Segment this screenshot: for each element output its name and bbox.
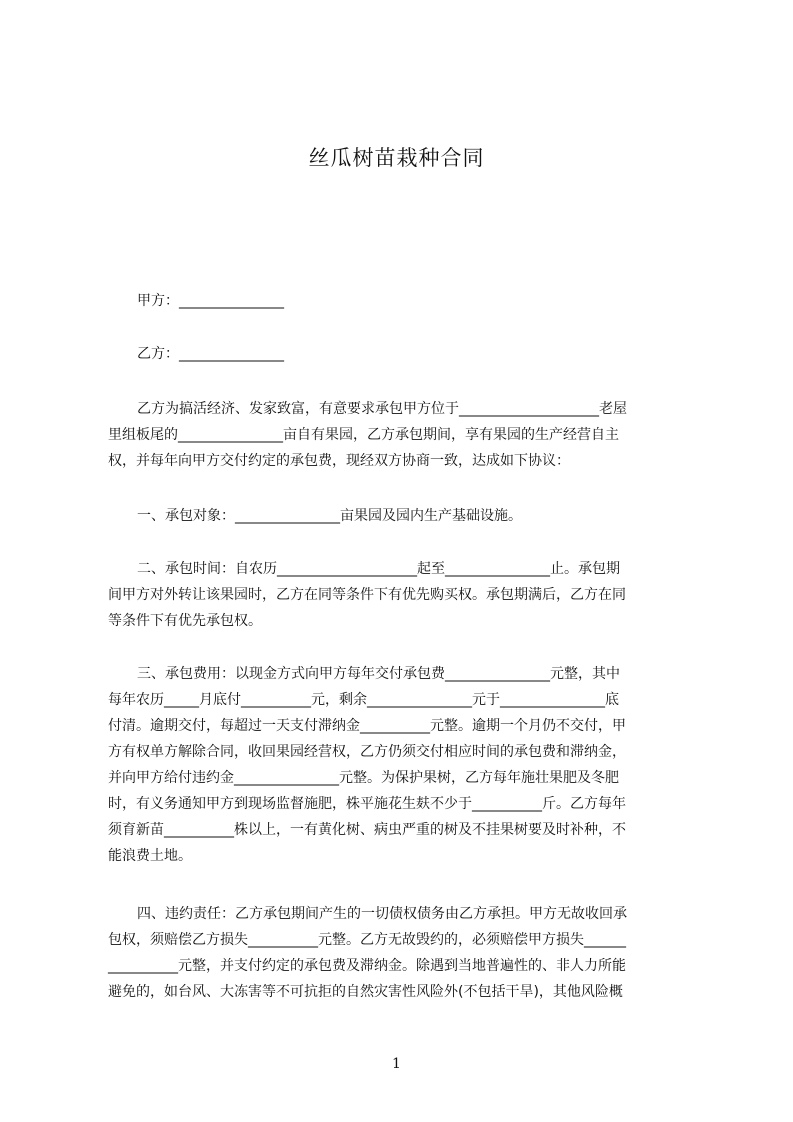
clause-1-line-1: 一、承包对象：_______________亩果园及园内生产基础设施。 bbox=[137, 508, 522, 524]
clause-3-line-5: 并向甲方给付违约金_______________元整。为保护果树，乙方每年施壮果肥及冬肥 bbox=[108, 770, 619, 786]
clause-3-line-7: 须育新苗__________株以上，一有黄化树、病虫严重的树及不挂果树要及时补种，不 bbox=[108, 822, 626, 838]
clause-3-line-6: 时，有义务通知甲方到现场监督施肥，株平施花生麸不少于__________斤。乙方每年 bbox=[108, 796, 626, 812]
clause-2-line-1: 二、承包时间：自农历____________________起至_______________止。承包期 bbox=[137, 561, 620, 577]
intro-line-1: 乙方为搞活经济、发家致富，有意要求承包甲方位于____________________老屋 bbox=[137, 401, 627, 417]
party-a-line: 甲方：_______________ bbox=[137, 293, 284, 309]
clause-4-line-4: 避免的，如台风、大冻害等不可抗拒的自然灾害性风险外(不包括干旱)，其他风险概 bbox=[108, 984, 623, 1000]
clause-2-line-3: 等条件下有优先承包权。 bbox=[108, 613, 262, 629]
clause-2-line-2: 间甲方对外转让该果园时，乙方在同等条件下有优先购买权。承包期满后，乙方在同 bbox=[108, 587, 626, 603]
intro-line-2: 里组板尾的_______________亩自有果园，乙方承包期间，享有果园的生产经营自主 bbox=[108, 427, 619, 443]
clause-3-line-8: 能浪费土地。 bbox=[108, 848, 192, 864]
intro-line-3: 权，并每年向甲方交付约定的承包费，现经双方协商一致，达成如下协议： bbox=[108, 453, 570, 469]
clause-3-line-4: 方有权单方解除合同，收回果园经营权，乙方仍须交付相应时间的承包费和滞纳金， bbox=[108, 744, 626, 760]
page-number: 1 bbox=[392, 1056, 401, 1072]
clause-3-line-3: 付清。逾期交付，每超过一天支付滞纳金__________元整。逾期一个月仍不交付，甲 bbox=[108, 718, 626, 734]
clause-4-line-1: 四、违约责任：乙方承包期间产生的一切债权债务由乙方承担。甲方无故收回承 bbox=[137, 906, 627, 922]
clause-3-line-1: 三、承包费用：以现金方式向甲方每年交付承包费_______________元整，其中 bbox=[137, 666, 620, 682]
party-b-line: 乙方：_______________ bbox=[137, 346, 284, 362]
document-title: 丝瓜树苗栽种合同 bbox=[308, 146, 485, 170]
clause-4-line-2: 包权，须赔偿乙方损失__________元整。乙方无故毁约的，必须赔偿甲方损失______ bbox=[108, 932, 626, 948]
clause-3-line-2: 每年农历_____月底付__________元，剩余_______________元于_______________底 bbox=[108, 692, 619, 708]
clause-4-line-3: __________元整，并支付约定的承包费及滞纳金。除遇到当地普遍性的、非人力所能 bbox=[108, 958, 626, 974]
